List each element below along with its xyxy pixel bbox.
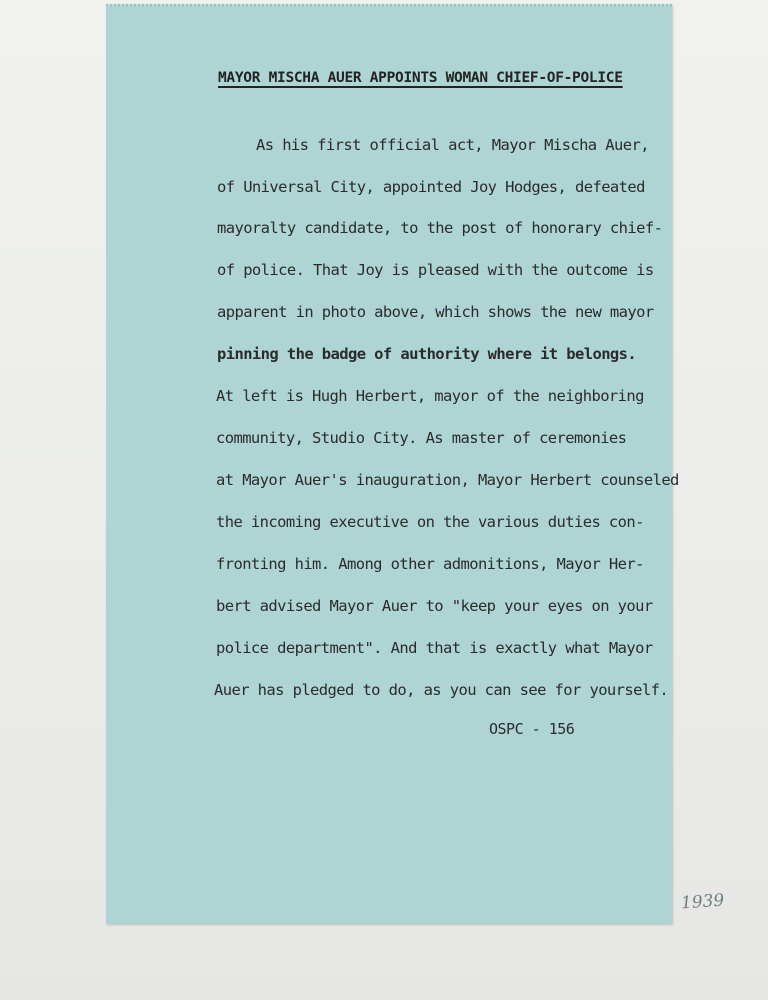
body-line: at Mayor Auer's inauguration, Mayor Herbert counseled: [216, 471, 679, 489]
body-line: apparent in photo above, which shows the new mayor: [217, 303, 654, 321]
body-line: fronting him. Among other admonitions, Mayor Her-: [216, 555, 644, 573]
body-line: of Universal City, appointed Joy Hodges, defeated: [217, 178, 645, 196]
perforated-edge: [106, 4, 672, 7]
body-line: police department". And that is exactly what Mayor: [216, 639, 653, 657]
body-line: community, Studio City. As master of ceremonies: [216, 429, 627, 447]
reference-code: OSPC - 156: [489, 720, 575, 738]
body-line: of police. That Joy is pleased with the outcome is: [217, 261, 654, 279]
body-line: the incoming executive on the various duties con-: [216, 513, 644, 531]
body-line: At left is Hugh Herbert, mayor of the neighboring: [216, 387, 644, 405]
handwritten-year: 1939: [680, 890, 725, 914]
body-line: bert advised Mayor Auer to "keep your eyes on your: [216, 597, 653, 615]
headline: MAYOR MISCHA AUER APPOINTS WOMAN CHIEF-OF-POLICE: [218, 70, 623, 86]
body-line: pinning the badge of authority where it belongs.: [217, 345, 637, 363]
typed-caption-sheet: [106, 4, 725, 924]
body-line: Auer has pledged to do, as you can see for yourself.: [214, 681, 669, 699]
body-line: As his first official act, Mayor Mischa Auer,: [256, 136, 649, 154]
body-line: mayoralty candidate, to the post of honorary chief-: [217, 219, 663, 237]
